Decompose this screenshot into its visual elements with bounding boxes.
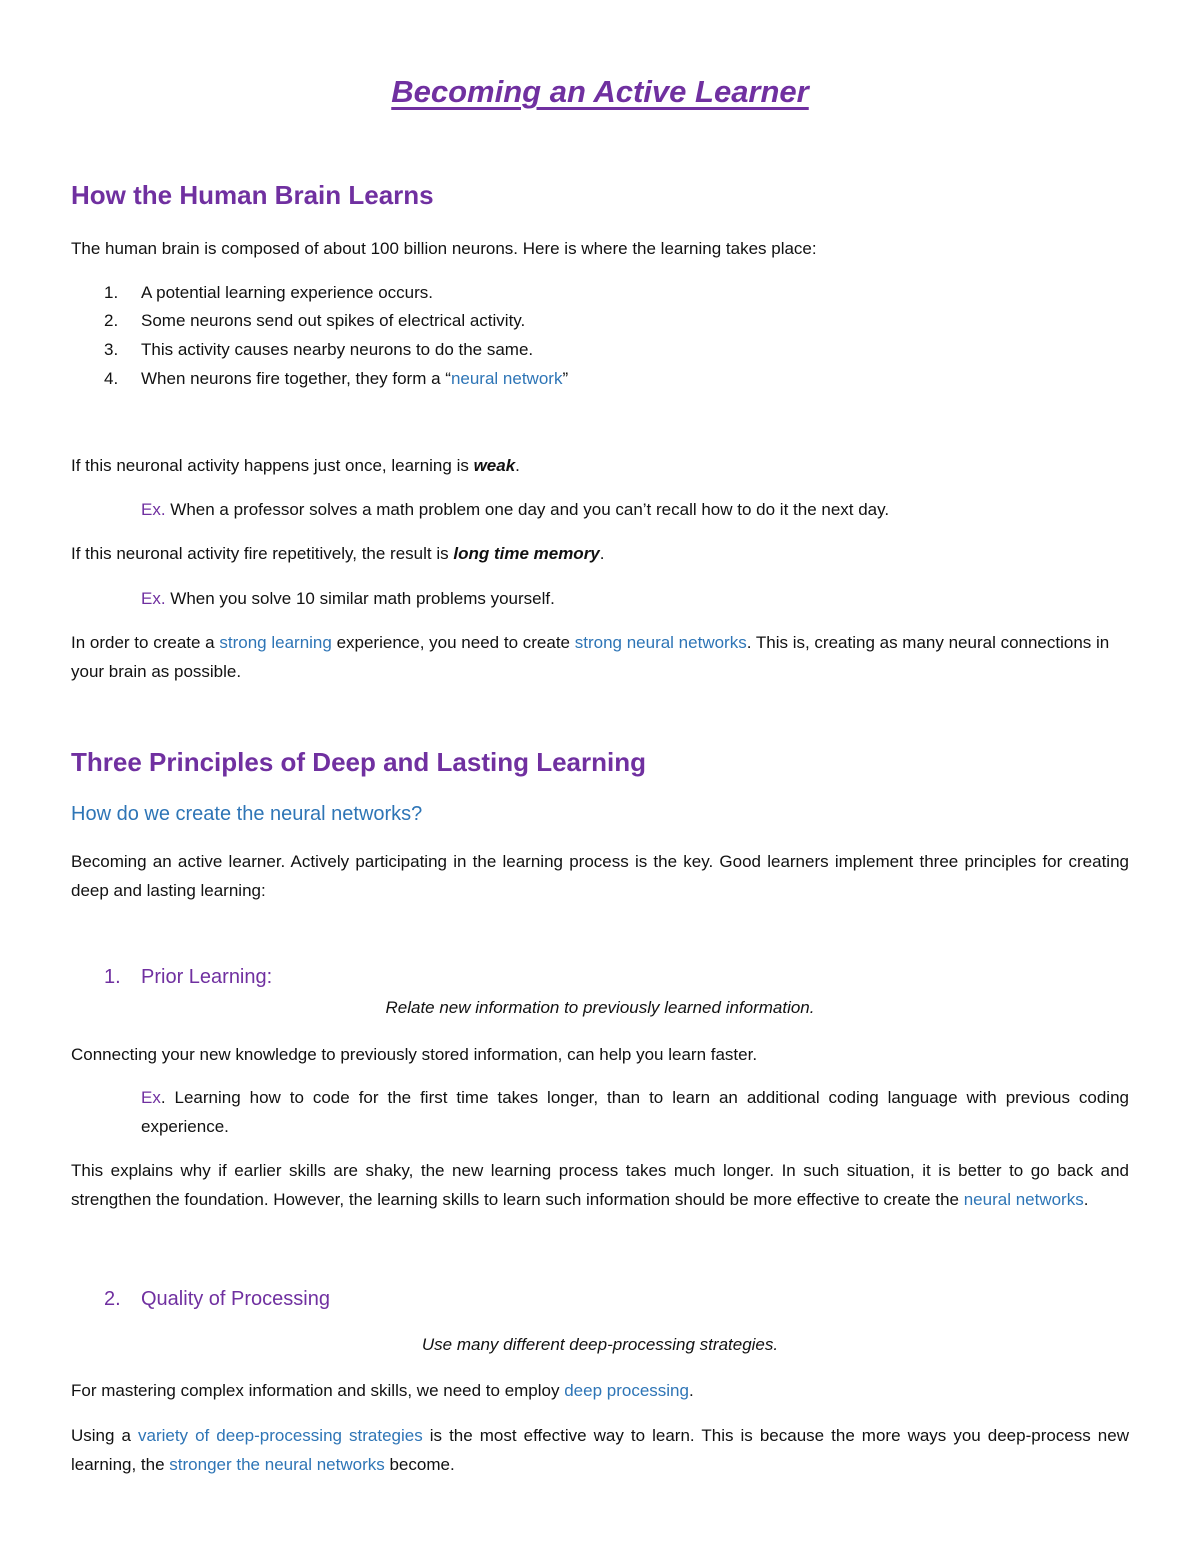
text-part: .: [599, 544, 605, 563]
page-title: Becoming an Active Learner: [391, 74, 809, 109]
list-text: Some neurons send out spikes of electrical activity.: [141, 311, 526, 330]
weak-learning-text: [71, 451, 1129, 480]
example-text: When you solve 10 similar math problems yourself.: [165, 589, 555, 608]
list-text-part: ”: [562, 369, 569, 388]
text-part: If this neuronal activity fire repetitively, the result is: [71, 544, 454, 563]
highlight-neural-network: neural network: [450, 369, 563, 388]
text-part: This explains why if earlier skills are shaky, the new learning process takes much longer. In such situation, it is better to go back and strengthen the foundation. However, the learning skills to learn such information should be more effective to create the: [71, 1161, 1129, 1209]
list-number: 2.: [104, 311, 119, 330]
highlight-strong-learning: strong learning: [219, 633, 332, 652]
text-part: Using a: [71, 1426, 138, 1445]
brain-intro: The human brain is composed of about 100 billion neurons. Here is where the learning takes place:: [71, 239, 817, 258]
text-part: If this neuronal activity happens just once, learning is: [71, 456, 474, 475]
section-heading-brain: How the Human Brain Learns: [71, 180, 434, 210]
strong-learning-paragraph: [71, 628, 1129, 686]
text-part: experience, you need to create: [331, 633, 575, 652]
text-part: become.: [384, 1455, 455, 1474]
variety-strategies-paragraph: [71, 1421, 1129, 1479]
principles-intro: Becoming an active learner. Actively participating in the learning process is the key. Good learners implement three principles for creating deep and lasting learning:: [71, 852, 1129, 900]
section-heading-principles: Three Principles of Deep and Lasting Learning: [71, 747, 646, 777]
list-text: A potential learning experience occurs.: [141, 283, 434, 302]
text-part: is the most effective way to learn. This is because the more ways you deep-process new learning, the: [71, 1426, 1129, 1474]
text-part: .: [1083, 1190, 1089, 1209]
quality-tagline: Use many different deep-processing strategies.: [421, 1335, 779, 1354]
prior-learning-explanation: [71, 1156, 1129, 1214]
deep-processing-paragraph: [71, 1376, 1129, 1405]
example-text: . Learning how to code for the first time takes longer, than to learn an additional coding language with previous coding experience.: [141, 1088, 1129, 1136]
highlight-deep-processing: deep processing: [564, 1381, 689, 1400]
list-number: 3.: [104, 340, 119, 359]
highlight-strong-neural-networks: strong neural networks: [574, 633, 747, 652]
text-part: For mastering complex information and skills, we need to employ: [71, 1381, 565, 1400]
list-number: 4.: [104, 369, 119, 388]
emphasis-long-memory: long time memory: [453, 544, 600, 563]
principle-title: Quality of Processing: [141, 1288, 330, 1310]
highlight-stronger-networks: stronger the neural networks: [169, 1455, 385, 1474]
list-text-part: When neurons fire together, they form a “: [141, 369, 451, 388]
principle-number: 1.: [104, 966, 121, 988]
example-coding: [141, 1083, 1129, 1141]
example-2: [141, 584, 1129, 613]
prior-learning-tagline: Relate new information to previously learned information.: [385, 998, 815, 1017]
list-text: This activity causes nearby neurons to do the same.: [141, 340, 534, 359]
principle-number: 2.: [104, 1288, 121, 1310]
long-memory-text: [71, 539, 1129, 568]
example-label: Ex.: [141, 589, 166, 608]
text-part: .: [515, 456, 520, 475]
prior-learning-paragraph: Connecting your new knowledge to previously stored information, can help you learn faster.: [71, 1045, 758, 1064]
subheading-neural-networks: How do we create the neural networks?: [71, 803, 423, 825]
highlight-variety-strategies: variety of deep-processing strategies: [137, 1426, 423, 1445]
text-part: .: [688, 1381, 694, 1400]
example-text: When a professor solves a math problem one day and you can’t recall how to do it the next day.: [165, 500, 890, 519]
text-part: In order to create a: [71, 633, 220, 652]
example-label: Ex.: [141, 500, 166, 519]
principle-title: Prior Learning:: [141, 966, 273, 988]
text-part: . This is, creating as many neural connections in your brain as possible.: [71, 633, 1110, 681]
list-text: [141, 364, 568, 393]
list-number: 1.: [104, 283, 119, 302]
example-1: [141, 495, 1129, 524]
emphasis-weak: weak: [473, 456, 516, 475]
example-label: Ex: [141, 1088, 161, 1107]
highlight-neural-networks: neural networks: [963, 1190, 1084, 1209]
